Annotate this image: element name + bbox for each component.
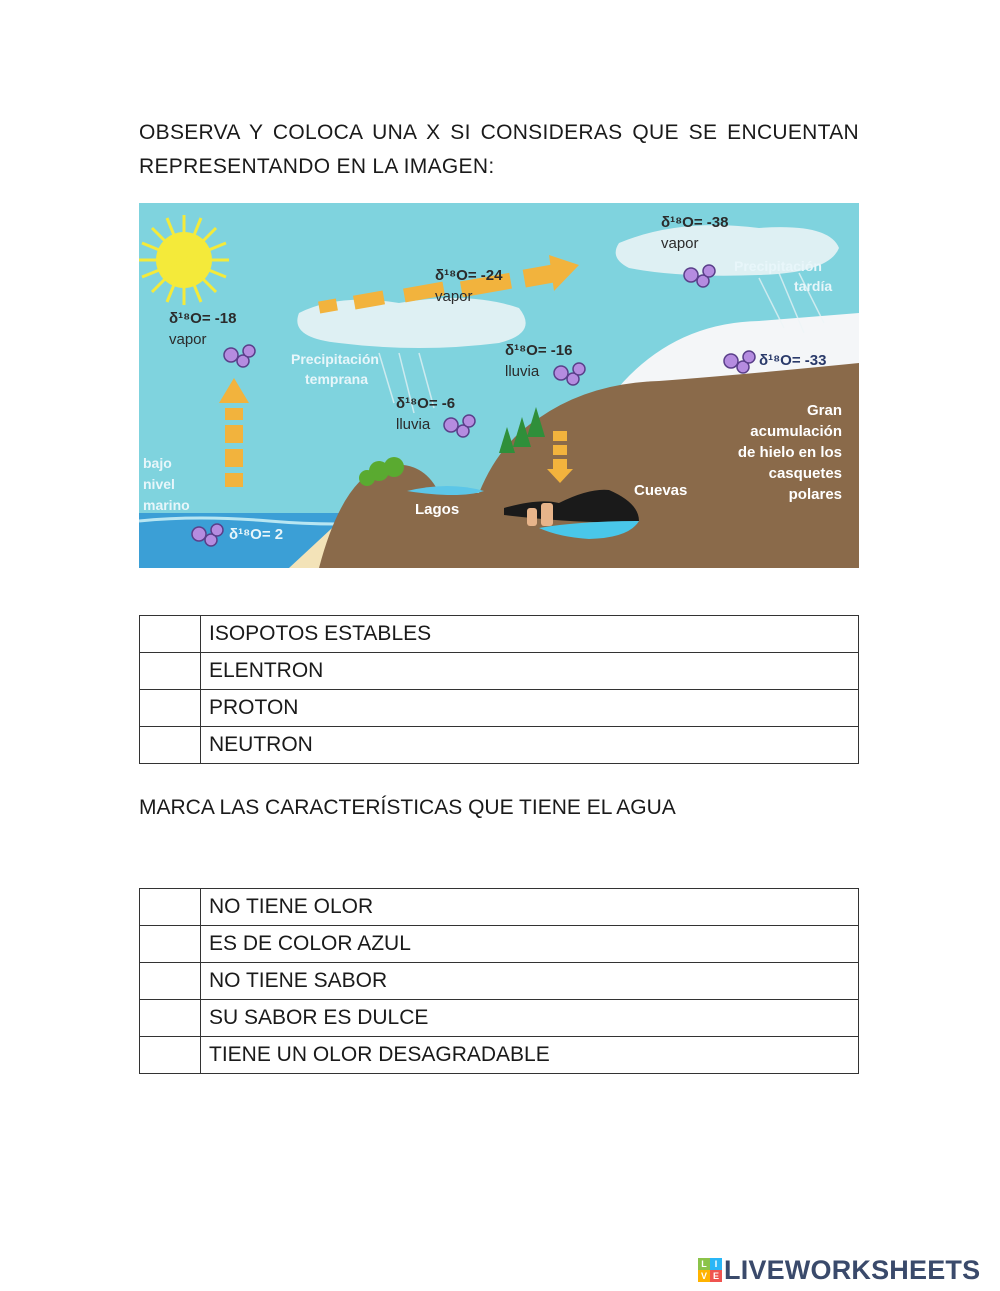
vapor-right-value: δ¹⁸O= -38 <box>661 214 729 231</box>
sun <box>139 215 229 305</box>
liveworksheets-logo-icon <box>698 1258 722 1282</box>
instruction-text: OBSERVA Y COLOCA UNA X SI CONSIDERAS QUE SE ENCUENTAN REPRESENTANDO EN LA IMAGEN: <box>139 121 859 178</box>
answer-cell[interactable] <box>140 963 201 1000</box>
rain-16-label: lluvia <box>505 363 540 380</box>
table-row <box>140 653 859 690</box>
lakes-label: Lagos <box>415 501 460 518</box>
table-row <box>140 926 859 963</box>
answer-cell[interactable] <box>140 690 201 727</box>
sea-label-3: marino <box>143 497 190 513</box>
answer-cell[interactable] <box>140 616 201 653</box>
ice-label-1: Gran <box>806 402 842 419</box>
bush <box>384 457 404 477</box>
ice-label-5: polares <box>788 486 842 503</box>
brand-name: LIVEWORKSHEETS <box>724 1254 981 1285</box>
table-row <box>140 889 859 926</box>
option-label: ISOPOTOS ESTABLES <box>201 616 859 653</box>
answer-cell[interactable] <box>140 926 201 963</box>
table-row <box>140 616 859 653</box>
precipitation-late-label: Precipitación <box>734 258 822 274</box>
answer-cell[interactable] <box>140 727 201 764</box>
logo-letter-l: L <box>698 1258 710 1270</box>
option-label: SU SABOR ES DULCE <box>201 1000 859 1037</box>
vapor-right-label: vapor <box>661 235 699 252</box>
ice-value: δ¹⁸O= -33 <box>759 352 827 369</box>
option-label: NO TIENE SABOR <box>201 963 859 1000</box>
answer-cell[interactable] <box>140 653 201 690</box>
section-heading: MARCA LAS CARACTERÍSTICAS QUE TIENE EL AGUA <box>139 796 676 819</box>
stalagmite <box>527 508 537 526</box>
sea-label-2: nivel <box>143 476 175 492</box>
bush <box>359 470 375 486</box>
logo-letter-i: I <box>710 1258 722 1270</box>
precipitation-early-label-2: temprana <box>305 371 369 387</box>
rain-6-label: lluvia <box>396 416 431 433</box>
option-label: ES DE COLOR AZUL <box>201 926 859 963</box>
table-row <box>140 727 859 764</box>
precipitation-early-label: Precipitación <box>291 351 379 367</box>
vapor-left-value: δ¹⁸O= -18 <box>169 310 237 327</box>
answer-cell[interactable] <box>140 889 201 926</box>
logo-letter-e: E <box>710 1270 722 1282</box>
answer-cell[interactable] <box>140 1000 201 1037</box>
option-label: TIENE UN OLOR DESAGRADABLE <box>201 1037 859 1074</box>
table-row <box>140 1000 859 1037</box>
vapor-left-label: vapor <box>169 331 207 348</box>
liveworksheets-brand <box>698 1255 980 1285</box>
vapor-mid-value: δ¹⁸O= -24 <box>435 267 503 284</box>
ice-label-3: de hielo en los <box>737 444 842 461</box>
table-row <box>140 690 859 727</box>
ice-label-2: acumulación <box>750 423 842 440</box>
logo-letter-v: V <box>698 1270 710 1282</box>
ice-label-4: casquetes <box>768 465 842 482</box>
rain-6-value: δ¹⁸O= -6 <box>396 395 456 412</box>
table-row <box>140 963 859 1000</box>
answer-cell[interactable] <box>140 1037 201 1074</box>
caves-label: Cuevas <box>634 482 688 499</box>
option-label: NO TIENE OLOR <box>201 889 859 926</box>
water-cycle-diagram <box>139 203 859 568</box>
rain-16-value: δ¹⁸O= -16 <box>505 342 573 359</box>
water-properties-checklist <box>139 888 859 1074</box>
option-label: ELENTRON <box>201 653 859 690</box>
stalagmite <box>541 503 553 526</box>
isotopes-checklist <box>139 615 859 764</box>
option-label: NEUTRON <box>201 727 859 764</box>
option-label: PROTON <box>201 690 859 727</box>
precipitation-late-label-2: tardía <box>794 278 833 294</box>
sea-value: δ¹⁸O= 2 <box>229 526 284 543</box>
sea-label-1: bajo <box>143 455 172 471</box>
water-cycle-illustration <box>139 203 859 568</box>
table-row <box>140 1037 859 1074</box>
vapor-mid-label: vapor <box>435 288 473 305</box>
